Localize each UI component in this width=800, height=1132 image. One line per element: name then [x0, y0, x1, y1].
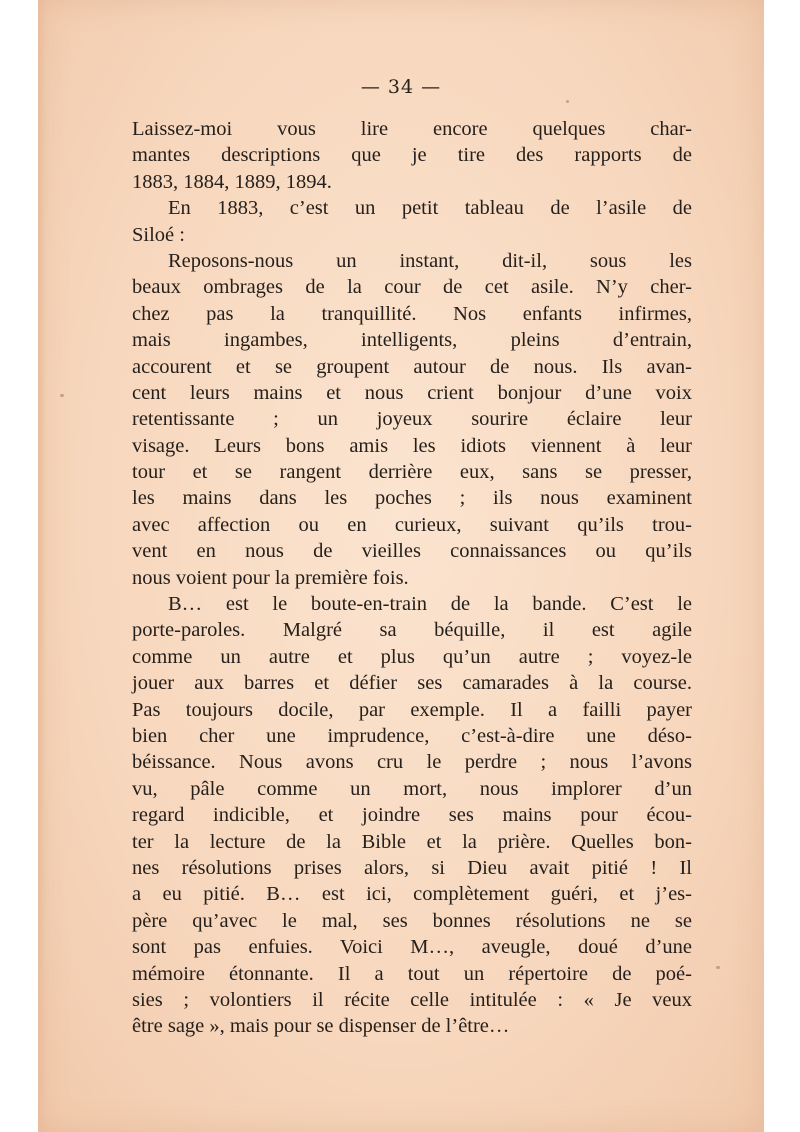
text-line: père qu’avec le mal, ses bonnes résolutions ne se: [132, 909, 692, 932]
text-line: 1883, 1884, 1889, 1894.: [132, 170, 332, 193]
text-line: En 1883, c’est un petit tableau de l’asile de: [168, 197, 692, 220]
book-page: [38, 0, 764, 1132]
text-line: bien cher une imprudence, c’est-à-dire une déso-: [132, 724, 692, 747]
text-line: les mains dans les poches ; ils nous examinent: [132, 487, 692, 510]
text-line: chez pas la tranquillité. Nos enfants infirmes,: [132, 302, 692, 325]
text-line: regard indicible, et joindre ses mains pour écou-: [132, 804, 692, 827]
text-line: vu, pâle comme un mort, nous implorer d’un: [132, 777, 692, 800]
text-line: tour et se rangent derrière eux, sans se presser,: [132, 461, 692, 484]
paper-speck: [60, 394, 64, 397]
text-line: visage. Leurs bons amis les idiots viennent à leur: [132, 434, 692, 457]
paper-speck: [716, 966, 720, 969]
text-line: avec affection ou en curieux, suivant qu’ils trou-: [132, 513, 692, 536]
text-line: mémoire étonnante. Il a tout un répertoire de poé-: [132, 962, 692, 985]
text-line: comme un autre et plus qu’un autre ; voyez-le: [132, 645, 692, 668]
text-line: sont pas enfuies. Voici M…, aveugle, doué d’une: [132, 936, 692, 959]
paper-speck: [566, 100, 569, 103]
text-line: Siloé :: [132, 223, 185, 246]
text-line: jouer aux barres et défier ses camarades à la course.: [132, 672, 692, 695]
text-line: ter la lecture de la Bible et la prière. Quelles bon-: [132, 830, 692, 853]
text-line: Reposons-nous un instant, dit-il, sous les: [168, 249, 692, 272]
page-number: — 34 —: [360, 76, 442, 98]
text-line: retentissante ; un joyeux sourire éclaire leur: [132, 408, 692, 431]
text-line: être sage », mais pour se dispenser de l’être…: [132, 1015, 510, 1038]
text-line: béissance. Nous avons cru le perdre ; nous l’avons: [132, 751, 692, 774]
text-line: vent en nous de vieilles connaissances ou qu’ils: [132, 540, 692, 563]
text-line: nous voient pour la première fois.: [132, 566, 409, 589]
text-line: cent leurs mains et nous crient bonjour d’une voix: [132, 381, 692, 404]
text-line: beaux ombrages de la cour de cet asile. N’y cher-: [132, 276, 692, 299]
page-text: [132, 116, 692, 1040]
text-line: mantes descriptions que je tire des rapports de: [132, 144, 692, 167]
text-line: porte-paroles. Malgré sa béquille, il est agile: [132, 619, 692, 642]
text-line: mais ingambes, intelligents, pleins d’entrain,: [132, 329, 692, 352]
text-line: accourent et se groupent autour de nous. Ils avan-: [132, 355, 692, 378]
text-line: sies ; volontiers il récite celle intitulée : « Je veux: [132, 988, 692, 1011]
text-line: B… est le boute-en-train de la bande. C’est le: [168, 593, 692, 616]
text-line: a eu pitié. B… est ici, complètement guéri, et j’es-: [132, 883, 692, 906]
text-line: nes résolutions prises alors, si Dieu avait pitié ! Il: [132, 856, 692, 879]
text-line: Laissez-moi vous lire encore quelques char-: [132, 118, 692, 140]
page-edge: [38, 0, 46, 1132]
text-line: Pas toujours docile, par exemple. Il a failli payer: [132, 698, 692, 721]
